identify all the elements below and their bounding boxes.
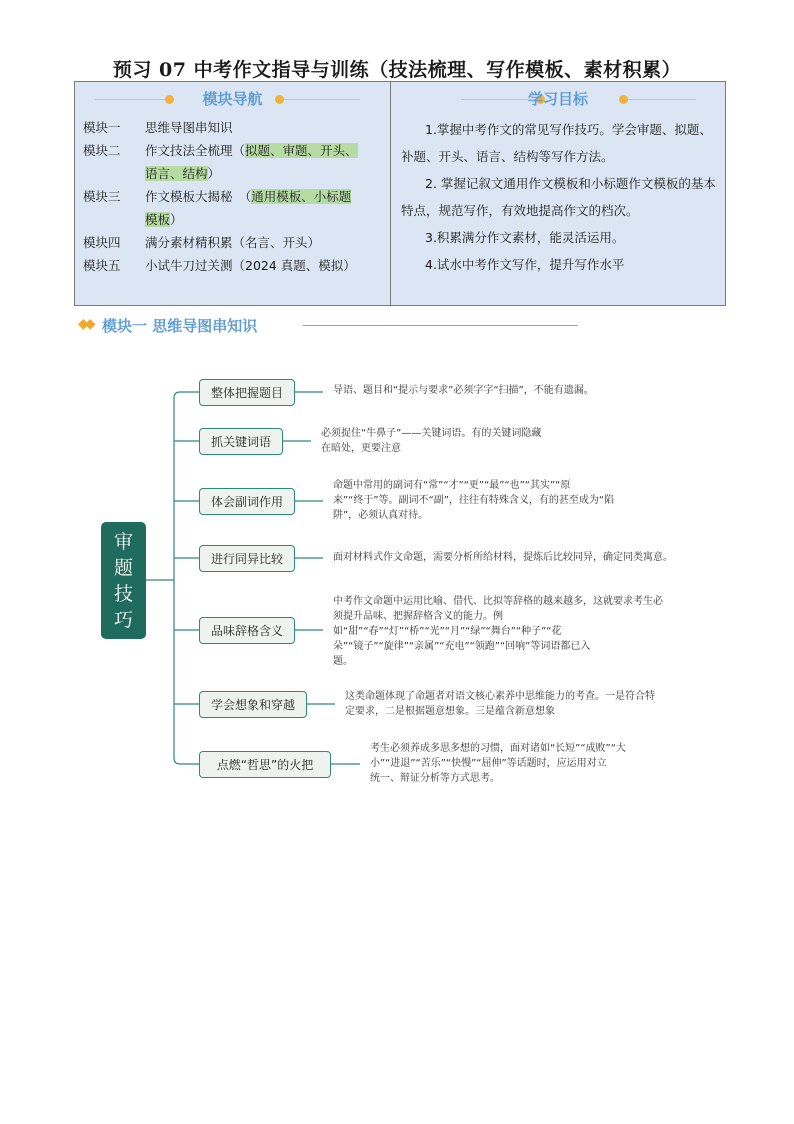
root-char: 审 bbox=[113, 530, 133, 553]
mindmap-node-description bbox=[333, 478, 614, 523]
module-text: ） bbox=[207, 166, 221, 181]
mindmap-node: 进行同异比较 bbox=[199, 545, 295, 572]
goal-item: 2. 掌握记叙文通用作文模板和小标题作文模板的基本特点，规范写作，有效地提高作文的档次。 bbox=[401, 176, 716, 218]
module-text-highlight: 拟题、审题、开头、 bbox=[245, 143, 358, 158]
description-line: 必须捉住“牛鼻子”——关键词语。有的关键词隐藏 bbox=[321, 428, 542, 439]
mindmap-node-description bbox=[333, 383, 594, 398]
mindmap-root bbox=[101, 522, 146, 639]
module-text-highlight: 通用模板、小标题 bbox=[251, 189, 352, 204]
description-line: 小”“进退”“苦乐”“快慢”“屈伸”等话题时，应运用对立 bbox=[370, 758, 607, 769]
description-line: 阱”，必须认真对待。 bbox=[333, 510, 429, 521]
mindmap-node-description bbox=[333, 550, 673, 565]
mindmap-node: 体会副词作用 bbox=[199, 488, 295, 515]
mindmap-node-description bbox=[333, 594, 663, 669]
module-number: 模块二 bbox=[83, 143, 121, 158]
goal-item: 1.掌握中考作文的常见写作技巧。学会审题、拟题、补题、开头、语言、结构等写作方法。 bbox=[401, 122, 712, 164]
description-line: 统一、辩证分析等方式思考。 bbox=[370, 773, 500, 784]
module-number: 模块四 bbox=[83, 235, 121, 250]
mindmap-node-description bbox=[321, 426, 541, 456]
module-text: 思维导图串知识 bbox=[145, 120, 233, 135]
description-line: 如“甜”“春”“灯”“桥”“光”“月”“绿”“舞台”“种子”“花 bbox=[333, 626, 562, 637]
mindmap-node: 整体把握题目 bbox=[199, 379, 295, 406]
module-text: ） bbox=[170, 212, 183, 227]
module-text: 满分素材精积累（名言、开头） bbox=[145, 235, 321, 250]
double-diamond-icon: ◆◆ bbox=[78, 316, 92, 332]
section-title: 模块一 思维导图串知识 bbox=[102, 317, 258, 335]
connector-line bbox=[174, 392, 199, 398]
description-line: 中考作文命题中运用比喻、借代、比拟等辞格的越来越多，这就要求考生必 bbox=[333, 596, 663, 607]
module-text-highlight: 语言、结构 bbox=[145, 166, 208, 181]
document-title: 预习 07 中考作文指导与训练（技法梳理、写作模板、素材积累） bbox=[112, 59, 682, 81]
mindmap-node-description bbox=[370, 741, 626, 786]
mindmap-node: 学会想象和穿越 bbox=[199, 691, 307, 718]
module-number: 模块五 bbox=[83, 258, 121, 273]
description-line: 定要求，二是根据题意想象。三是蕴含新意想象 bbox=[345, 706, 555, 717]
description-line: 命题中常用的副词有“常”“才”“更”“最”“也”“其实”“原 bbox=[333, 480, 571, 491]
description-line: 在暗处，更要注意 bbox=[321, 443, 401, 454]
description-line: 考生必须养成多思多想的习惯，面对诸如“长短”“成败”“大 bbox=[370, 743, 626, 754]
description-line: 导语、题目和“提示与要求”必须字字“扫描”，不能有遗漏。 bbox=[333, 385, 594, 396]
mindmap-node: 品味辞格含义 bbox=[199, 617, 295, 644]
root-char: 巧 bbox=[113, 608, 133, 631]
description-line: 来”“终于”等。副词不“副”，往往有特殊含义，有的甚至成为“陷 bbox=[333, 495, 615, 506]
description-line: 须提升品味、把握辞格含义的能力。例 bbox=[333, 611, 503, 622]
mindmap-node: 点燃“哲思”的火把 bbox=[199, 751, 331, 778]
learning-goals-heading: 学习目标 bbox=[527, 90, 588, 108]
module-number: 模块一 bbox=[83, 120, 121, 135]
module-text: 作文技法全梳理（ bbox=[145, 143, 246, 158]
goal-item: 4.试水中考作文写作，提升写作水平 bbox=[425, 257, 625, 272]
description-line: 面对材料式作文命题，需要分析所给材料，提炼后比较同异，确定同类寓意。 bbox=[333, 552, 673, 563]
description-line: 朵”“镜子”“旋律”“亲属”“充电”“领跑”“回响”等词语都已入 bbox=[333, 641, 591, 652]
module-text: 作文模板大揭秘 （ bbox=[145, 189, 252, 204]
goal-item: 3.积累满分作文素材，能灵活运用。 bbox=[425, 230, 625, 245]
mindmap-node: 抓关键词语 bbox=[199, 428, 283, 455]
description-line: 这类命题体现了命题者对语文核心素养中思维能力的考查。一是符合特 bbox=[345, 691, 655, 702]
root-char: 技 bbox=[113, 582, 133, 605]
description-line: 题。 bbox=[333, 656, 353, 667]
root-char: 题 bbox=[113, 556, 133, 579]
module-text-highlight: 模板 bbox=[145, 212, 171, 227]
module-number: 模块三 bbox=[83, 189, 121, 204]
mindmap-node-description bbox=[345, 689, 655, 719]
module-text: 小试牛刀过关测（2024 真题、模拟） bbox=[145, 258, 356, 273]
module-navigation-heading: 模块导航 bbox=[202, 90, 263, 108]
connector-line bbox=[174, 758, 199, 764]
